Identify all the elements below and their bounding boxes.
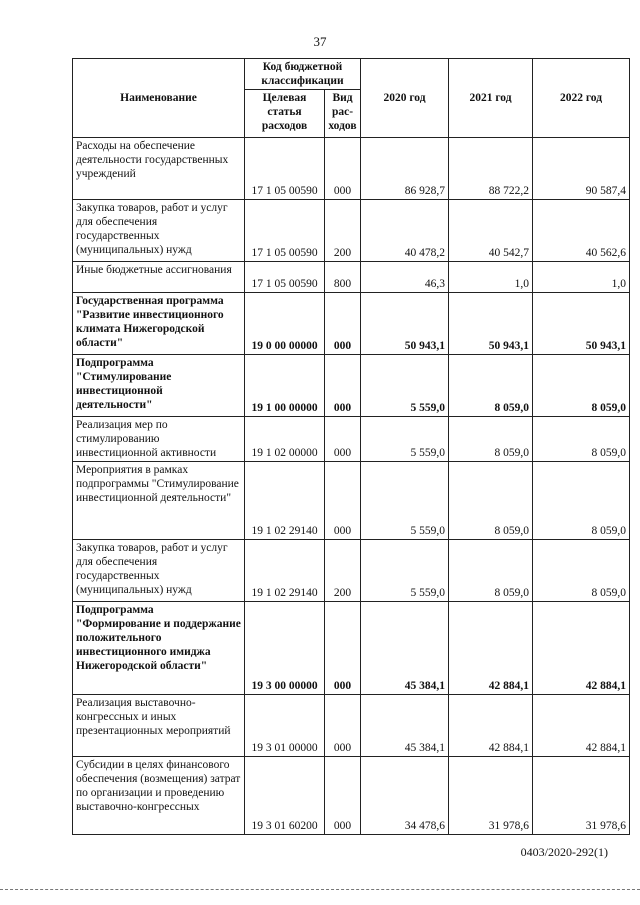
target-article-cell: 19 3 01 60200 [245, 757, 325, 835]
expense-type-cell: 000 [325, 138, 361, 200]
value-2022-cell: 8 059,0 [533, 355, 630, 417]
table-row [73, 417, 630, 462]
page-number: 37 [313, 34, 327, 49]
budget-table [72, 58, 630, 835]
expense-type-cell: 000 [325, 757, 361, 835]
target-article-cell: 19 0 00 00000 [245, 293, 325, 355]
value-2020-cell: 5 559,0 [361, 355, 449, 417]
expense-type-cell: 000 [325, 355, 361, 417]
value-2020-cell: 34 478,6 [361, 757, 449, 835]
table-row [73, 695, 630, 757]
expense-type-cell: 000 [325, 417, 361, 462]
target-article-cell: 17 1 05 00590 [245, 200, 325, 262]
value-2021-cell: 8 059,0 [449, 417, 533, 462]
value-2022-cell: 8 059,0 [533, 462, 630, 540]
expense-type-cell: 000 [325, 695, 361, 757]
expense-type-cell: 200 [325, 200, 361, 262]
value-2020-cell: 40 478,2 [361, 200, 449, 262]
header-target-article: Целевая статья расходов [245, 90, 325, 138]
row-name-cell: Подпрограмма "Формирование и поддержание положительного инвестиционного имиджа Нижегородской области" [73, 602, 245, 695]
table-row [73, 200, 630, 262]
row-name-cell: Расходы на обеспечение деятельности государственных учреждений [73, 138, 245, 200]
value-2021-cell: 50 943,1 [449, 293, 533, 355]
table-row [73, 602, 630, 695]
value-2022-cell: 50 943,1 [533, 293, 630, 355]
table-row [73, 138, 630, 200]
value-2020-cell: 45 384,1 [361, 602, 449, 695]
header-2021: 2021 год [449, 59, 533, 138]
value-2022-cell: 31 978,6 [533, 757, 630, 835]
table-row [73, 355, 630, 417]
header-2022: 2022 год [533, 59, 630, 138]
row-name-cell: Государственная программа "Развитие инвестиционного климата Нижегородской области" [73, 293, 245, 355]
value-2020-cell: 45 384,1 [361, 695, 449, 757]
value-2020-cell: 46,3 [361, 262, 449, 293]
value-2020-cell: 5 559,0 [361, 417, 449, 462]
row-name-cell: Реализация выставочно-конгрессных и иных презентационных мероприятий [73, 695, 245, 757]
value-2022-cell: 40 562,6 [533, 200, 630, 262]
expense-type-cell: 000 [325, 462, 361, 540]
row-name-cell: Подпрограмма "Стимулирование инвестиционной деятельности" [73, 355, 245, 417]
value-2022-cell: 1,0 [533, 262, 630, 293]
expense-type-cell: 800 [325, 262, 361, 293]
table-row [73, 262, 630, 293]
target-article-cell: 19 1 02 29140 [245, 540, 325, 602]
row-name-cell: Иные бюджетные ассигнования [73, 262, 245, 293]
expense-type-cell: 000 [325, 602, 361, 695]
table-row [73, 462, 630, 540]
header-2020: 2020 год [361, 59, 449, 138]
row-name-cell: Закупка товаров, работ и услуг для обеспечения государственных (муниципальных) нужд [73, 200, 245, 262]
target-article-cell: 19 3 01 00000 [245, 695, 325, 757]
document-code: 0403/2020-292(1) [520, 845, 608, 859]
target-article-cell: 17 1 05 00590 [245, 138, 325, 200]
value-2020-cell: 5 559,0 [361, 540, 449, 602]
value-2021-cell: 42 884,1 [449, 695, 533, 757]
header-expense-type: Вид рас-ходов [325, 90, 361, 138]
value-2021-cell: 8 059,0 [449, 540, 533, 602]
value-2022-cell: 90 587,4 [533, 138, 630, 200]
table-row [73, 757, 630, 835]
value-2022-cell: 42 884,1 [533, 602, 630, 695]
header-name: Наименование [73, 59, 245, 138]
row-name-cell: Мероприятия в рамках подпрограммы "Стимулирование инвестиционной деятельности" [73, 462, 245, 540]
table-row [73, 540, 630, 602]
value-2021-cell: 42 884,1 [449, 602, 533, 695]
value-2022-cell: 42 884,1 [533, 695, 630, 757]
value-2020-cell: 50 943,1 [361, 293, 449, 355]
target-article-cell: 19 1 00 00000 [245, 355, 325, 417]
target-article-cell: 19 1 02 00000 [245, 417, 325, 462]
expense-type-cell: 000 [325, 293, 361, 355]
footer-divider [0, 889, 640, 890]
value-2021-cell: 8 059,0 [449, 355, 533, 417]
row-name-cell: Субсидии в целях финансового обеспечения (возмещения) затрат по организации и проведению выставочно-конгрессных [73, 757, 245, 835]
target-article-cell: 19 3 00 00000 [245, 602, 325, 695]
value-2020-cell: 5 559,0 [361, 462, 449, 540]
value-2021-cell: 1,0 [449, 262, 533, 293]
value-2021-cell: 31 978,6 [449, 757, 533, 835]
target-article-cell: 17 1 05 00590 [245, 262, 325, 293]
value-2020-cell: 86 928,7 [361, 138, 449, 200]
expense-type-cell: 200 [325, 540, 361, 602]
value-2021-cell: 88 722,2 [449, 138, 533, 200]
row-name-cell: Закупка товаров, работ и услуг для обеспечения государственных (муниципальных) нужд [73, 540, 245, 602]
value-2021-cell: 8 059,0 [449, 462, 533, 540]
target-article-cell: 19 1 02 29140 [245, 462, 325, 540]
value-2022-cell: 8 059,0 [533, 417, 630, 462]
row-name-cell: Реализация мер по стимулированию инвестиционной активности [73, 417, 245, 462]
value-2022-cell: 8 059,0 [533, 540, 630, 602]
table-row [73, 293, 630, 355]
value-2021-cell: 40 542,7 [449, 200, 533, 262]
header-code-group: Код бюджетной классификации [245, 59, 361, 90]
